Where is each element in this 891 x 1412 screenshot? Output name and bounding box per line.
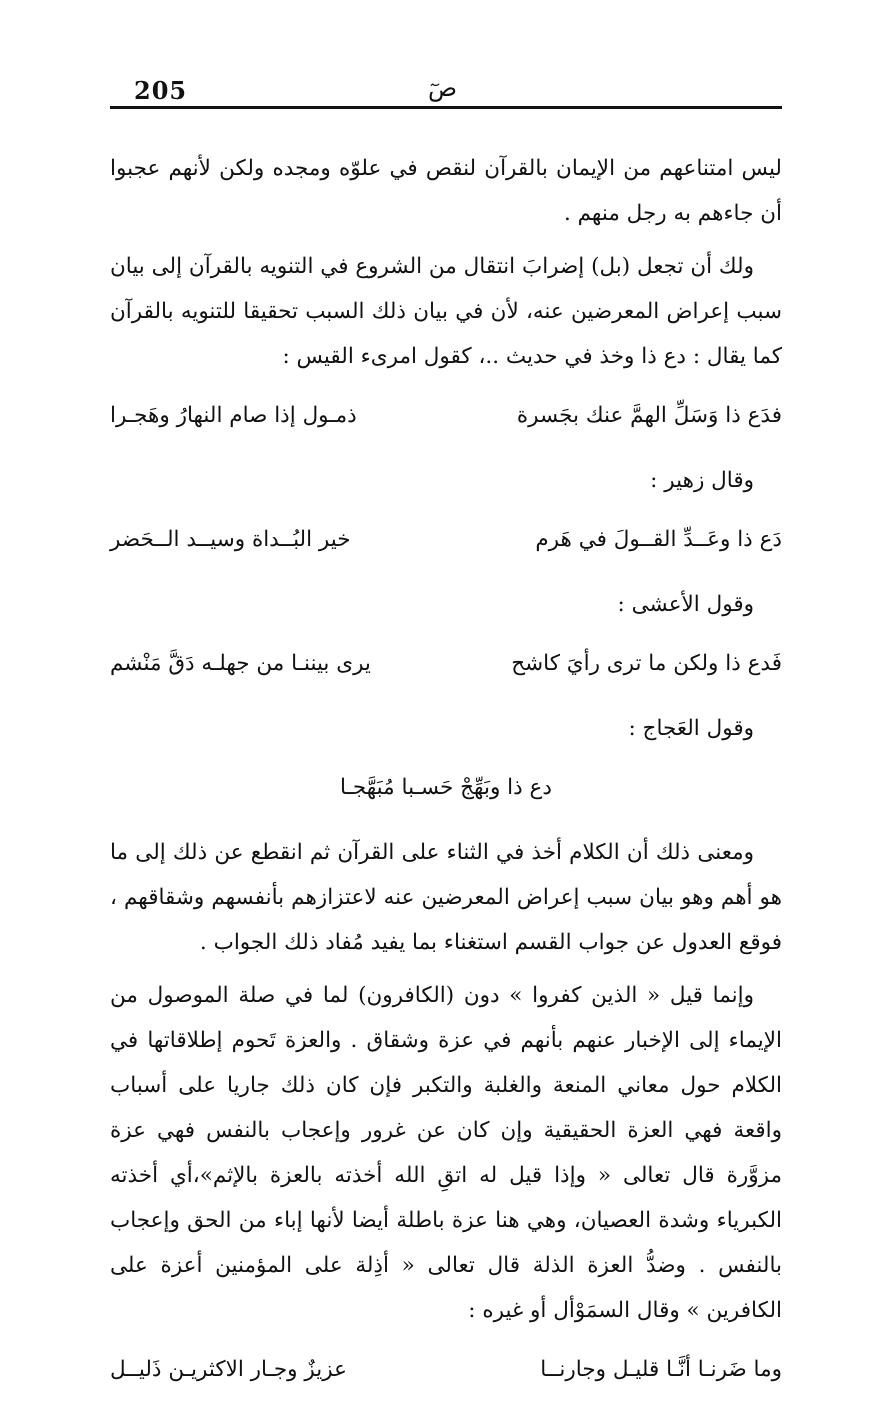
running-title: صٓ	[428, 74, 458, 102]
verse-second-hemistich: خير البُــداة وسيــد الــحَضر	[110, 527, 351, 552]
verse-imru-al-qays	[110, 393, 782, 438]
paragraph-3: ومعنى ذلك أن الكلام أخذ في الثناء على القرآن ثم انقطع عن ذلك إلى ما هو أهم وهو بيان سبب إعراض المعرضين عنه لاعتزازهم بأنفسهم وشقاقهم ، فوقع العدول عن جواب القسم استغناء بما يفيد مُفاد ذلك الجواب .	[110, 840, 782, 955]
page-body	[110, 146, 782, 1412]
verse-samawal	[110, 1347, 782, 1392]
lead-ajjaj: وقول العَجاج :	[628, 716, 754, 741]
page-number: 205	[134, 76, 188, 105]
verse-zuhayr	[110, 517, 782, 562]
verse-asha	[110, 641, 782, 686]
verse-second-hemistich: يرى بيننـا من جهلـه دَقَّ مَنْشم	[110, 651, 371, 676]
verse-first-hemistich: وما ضَرنـا أنَّـا قليـل وجارنــا	[540, 1357, 782, 1382]
paragraph-1: ليس امتناعهم من الإيمان بالقرآن لنقص في علوّه ومجده ولكن لأنهم عجبوا أن جاءهم به رجل منهم .	[110, 156, 782, 226]
verse-ajjaj	[110, 765, 782, 810]
lead-asha: وقول الأعشى :	[617, 592, 754, 617]
header-rule	[110, 106, 782, 109]
lead-zuhayr: وقال زهير :	[650, 468, 754, 493]
verse-second-hemistich: عزيزٌ وجـار الاكثريـن ذَليــل	[110, 1357, 347, 1382]
verse-first-hemistich: فَدع ذا ولكن ما ترى رأيَ كاشح	[511, 651, 782, 676]
verse-line: دع ذا وبَهِّجْ حَسـبا مُبَهَّجـا	[340, 775, 552, 800]
verse-first-hemistich: دَع ذا وعَــدِّ القــولَ في هَرم	[535, 527, 782, 552]
paragraph-2: ولك أن تجعل (بل) إضرابَ انتقال من الشروع في التنويه بالقرآن إلى بيان سبب إعراض المعرضين عنه، لأن في بيان ذلك السبب تحقيقا للتنويه بالقرآن كما يقال : دع ذا وخذ في حديث ..، كقول امرىء القيس :	[109, 254, 782, 369]
verse-first-hemistich: فدَع ذا وَسَلِّ الهمَّ عنك بجَسرة	[516, 403, 782, 428]
paragraph-4: وإنما قيل « الذين كفروا » دون (الكافرون) لما في صلة الموصول من الإيماء إلى الإخبار عنهم بأنهم في عزة وشقاق . والعزة تَحوم إطلاقاتها في الكلام حول معاني المنعة والغلبة والتكبر فإن كان ذلك جاريا على أسباب واقعة فهي العزة الحقيقية وإن كان عن غرور وإعجاب بالنفس فهي عزة مزوَّرة قال تعالى « وإذا قيل له اتقِ الله أخذته بالعزة بالإثم»،أي أخذته الكبرياء وشدة العصيان، وهي هنا عزة باطلة أيضا لأنها إباء من الحق وإعجاب بالنفس . وضدُّ العزة الذلة قال تعالى « أذِلة على المؤمنين أعزة على الكافرين » وقال السمَوْأل أو غيره :	[110, 983, 782, 1323]
page-header	[110, 70, 780, 106]
verse-second-hemistich: ذمـول إذا صام النهارُ وهَجـرا	[110, 403, 357, 428]
